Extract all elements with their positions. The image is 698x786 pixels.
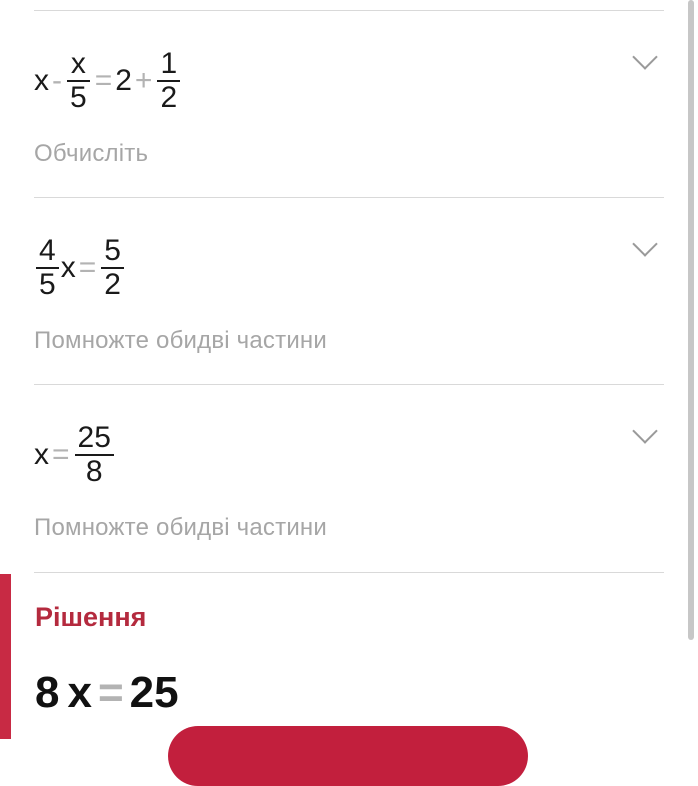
equals-sign: = (94, 64, 113, 97)
var-x: x (34, 438, 49, 471)
denominator: 8 (85, 455, 103, 488)
top-divider (34, 10, 664, 11)
numerator: 1 (160, 47, 178, 80)
step-2-equation (34, 235, 674, 301)
denominator: 2 (160, 81, 178, 114)
step-3-equation (34, 422, 674, 488)
var-x: x (34, 64, 49, 97)
bottom-action-button[interactable] (168, 726, 528, 786)
minus-sign: - (52, 64, 62, 97)
solution-label: Рішення (35, 602, 147, 632)
solution-value: 25 (129, 668, 179, 717)
fraction (101, 235, 124, 301)
var-x: x (67, 668, 92, 717)
equals-sign: = (97, 668, 124, 717)
var-x: x (60, 251, 76, 284)
fraction (67, 48, 90, 114)
coefficient: 8 (35, 668, 60, 717)
step-1[interactable] (34, 48, 674, 188)
equals-sign: = (78, 251, 97, 284)
step-3-hint: Помножте обидві частини (34, 514, 327, 541)
numerator: 5 (104, 234, 121, 267)
denominator: 2 (104, 268, 121, 301)
fraction (36, 235, 59, 301)
step-3[interactable] (34, 422, 674, 562)
numerator: 25 (77, 421, 111, 454)
solution-equation (35, 668, 179, 718)
scrollbar[interactable] (688, 0, 694, 640)
step-2-hint: Помножте обидві частини (34, 327, 327, 354)
equals-sign: = (52, 438, 70, 471)
fraction (75, 422, 114, 488)
step-1-equation (34, 48, 674, 114)
denominator: 5 (39, 268, 56, 301)
step-divider (34, 384, 664, 385)
plus-sign: + (134, 64, 153, 97)
denominator: 5 (70, 81, 87, 114)
numerator: x (70, 47, 86, 80)
step-divider (34, 572, 664, 573)
number: 2 (115, 64, 132, 97)
fraction (157, 48, 180, 114)
step-divider (34, 197, 664, 198)
step-1-hint: Обчисліть (34, 140, 149, 167)
step-2[interactable] (34, 235, 674, 375)
solution-accent-bar (0, 574, 11, 739)
numerator: 4 (39, 234, 56, 267)
